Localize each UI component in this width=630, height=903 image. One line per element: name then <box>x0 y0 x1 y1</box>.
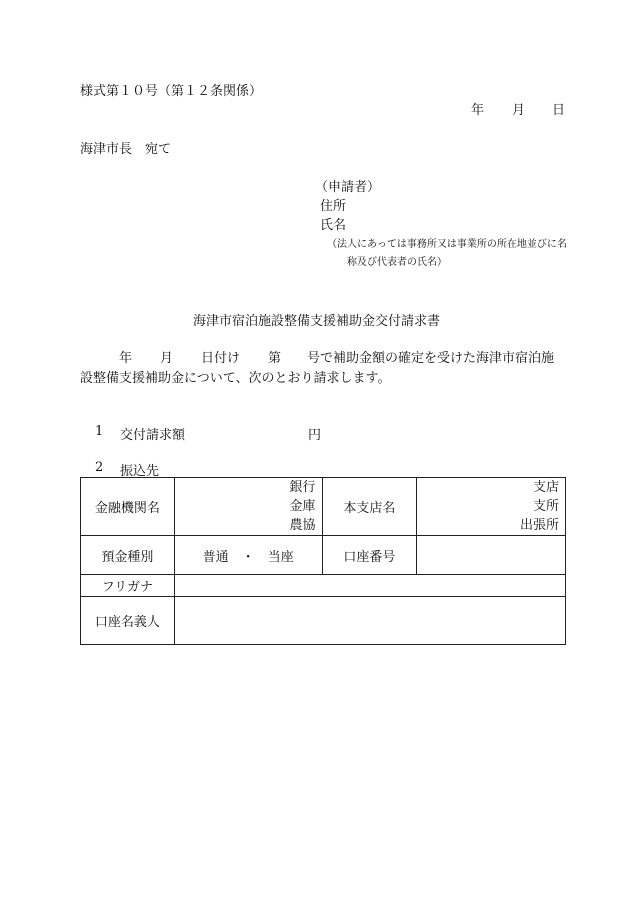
branch-cell[interactable] <box>417 478 566 536</box>
date-month-label: 月 <box>512 103 526 118</box>
date-day-label: 日 <box>552 103 566 118</box>
applicant-note-line2: 称及び代表者の氏名） <box>347 257 447 268</box>
branch-type-shisho: 支所 <box>532 499 559 514</box>
body-line1-rest: 号で補助金額の確定を受けた海津市宿泊施 <box>307 351 555 366</box>
table-row <box>81 597 566 645</box>
body-dai: 第 <box>268 351 282 366</box>
account-number-label: 口座番号 <box>322 536 417 575</box>
addressee: 海津市長 宛て <box>80 142 172 157</box>
item1-unit: 円 <box>308 428 322 443</box>
table-row <box>81 536 566 575</box>
item2-label: 振込先 <box>120 464 160 479</box>
body-day-suffix: 日付け <box>201 351 241 366</box>
furigana-label: フリガナ <box>81 575 175 597</box>
item1-label: 交付請求額 <box>120 428 186 443</box>
document-title: 海津市宿泊施設整備支援補助金交付請求書 <box>193 314 441 329</box>
furigana-field[interactable] <box>174 575 565 597</box>
applicant-label: （申請者） <box>315 180 381 195</box>
applicant-note-line1: （法人にあっては事務所又は事業所の所在地並びに名 <box>327 239 567 250</box>
applicant-name-label: 氏名 <box>320 218 347 233</box>
account-holder-label: 口座名義人 <box>81 597 175 645</box>
item1-number: 1 <box>95 424 104 439</box>
institution-type-nokyo: 農協 <box>289 518 316 533</box>
deposit-type-label: 預金種別 <box>81 536 175 575</box>
institution-type-bank: 銀行 <box>289 480 316 495</box>
account-holder-field[interactable] <box>174 597 565 645</box>
table-row <box>81 478 566 536</box>
body-year: 年 <box>119 351 133 366</box>
institution-cell[interactable] <box>174 478 322 536</box>
body-line2: 設整備支援補助金について、次のとおり請求します。 <box>80 371 391 386</box>
item2-number: 2 <box>95 460 104 475</box>
form-number: 様式第１０号（第１２条関係） <box>80 84 263 99</box>
account-number-field[interactable] <box>417 536 566 575</box>
branch-type-shuchosho: 出張所 <box>519 518 559 533</box>
body-month: 月 <box>160 351 174 366</box>
table-row <box>81 575 566 597</box>
institution-label: 金融機関名 <box>81 478 175 536</box>
branch-type-shiten: 支店 <box>532 480 559 495</box>
date-year-label: 年 <box>471 103 485 118</box>
branch-label: 本支店名 <box>322 478 417 536</box>
institution-type-shinkin: 金庫 <box>289 499 316 514</box>
bank-transfer-table <box>80 477 566 645</box>
applicant-address-label: 住所 <box>320 199 347 214</box>
deposit-type-options[interactable]: 普通 ・ 当座 <box>174 536 322 575</box>
